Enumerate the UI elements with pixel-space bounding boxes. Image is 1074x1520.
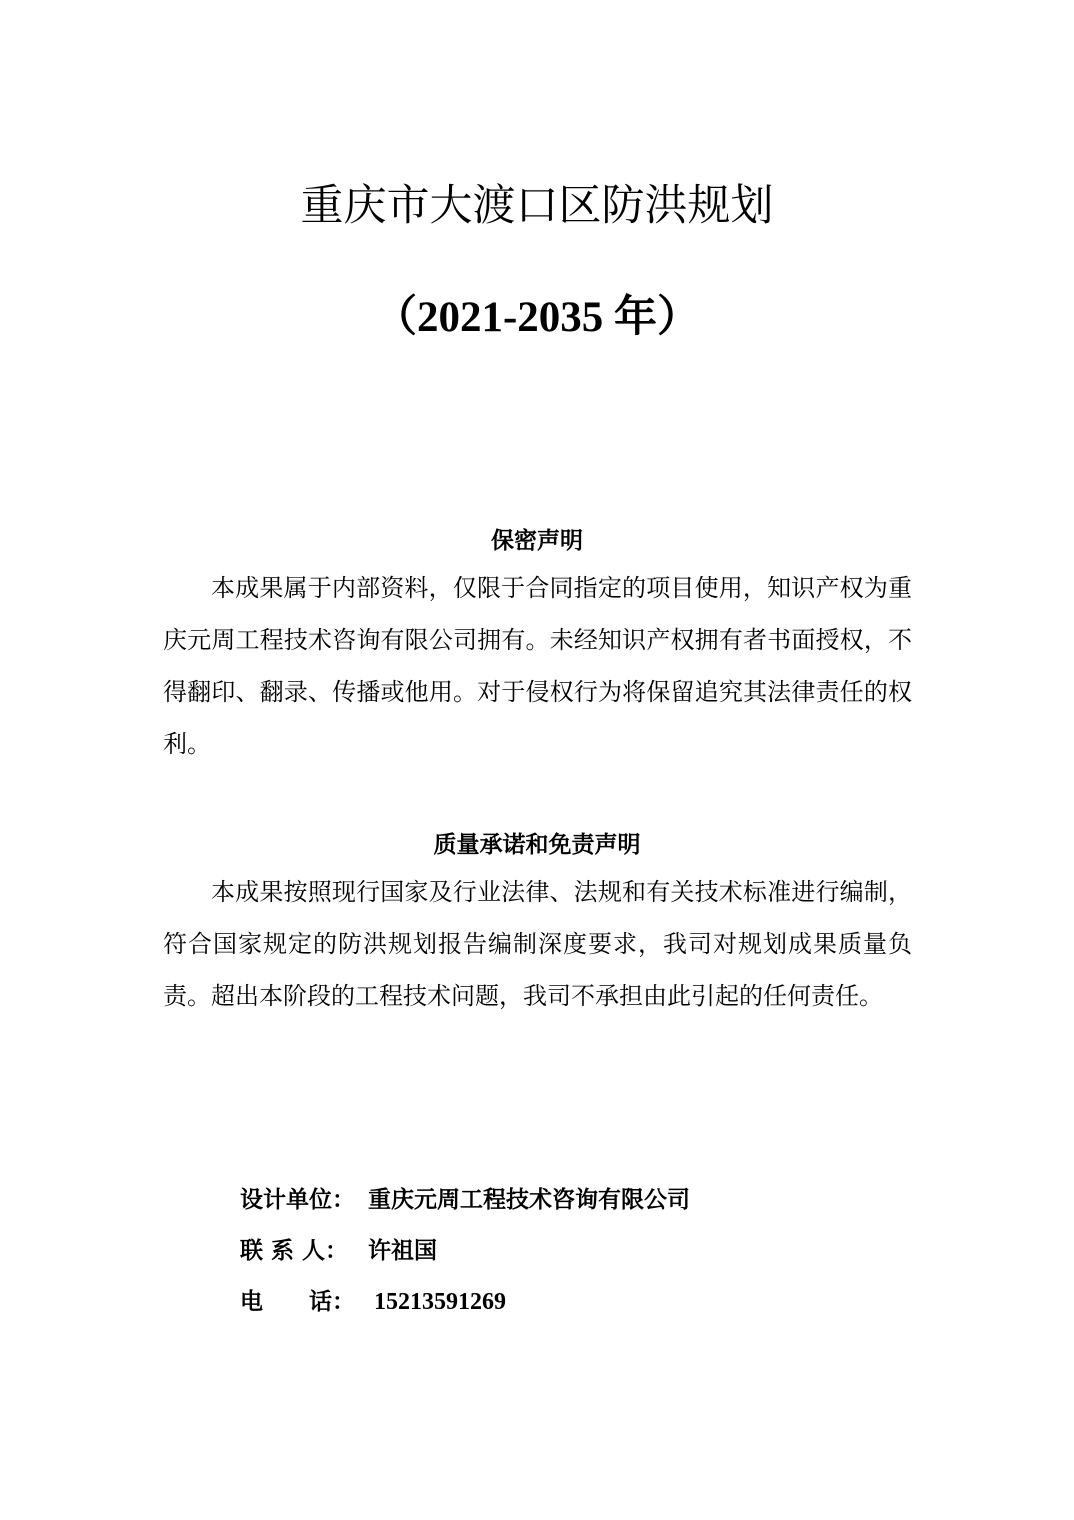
contact-person-line [240,1232,940,1265]
design-unit-line [240,1181,940,1214]
contact-person-label: 联 系 人： [240,1237,349,1264]
confidentiality-heading: 保密声明 [491,527,583,554]
document-subtitle: （2021-2035 年） [373,294,701,341]
phone-value: 15213591269 [374,1289,506,1315]
phone-line [240,1283,940,1316]
document-title: 重庆市大渡口区防洪规划 [300,181,774,231]
quality-body: 本成果按照现行国家及行业法律、法规和有关技术标准进行编制，符合国家规定的防洪规划报告编制深度要求，我司对规划成果质量负责。超出本阶段的工程技术问题，我司不承担由此引起的任何责任。 [163,878,912,1010]
phone-label: 电 话： [240,1288,355,1315]
quality-heading: 质量承诺和免责声明 [433,831,641,858]
confidentiality-body: 本成果属于内部资料，仅限于合同指定的项目使用，知识产权为重庆元周工程技术咨询有限公司拥有。未经知识产权拥有者书面授权，不得翻印、翻录、传播或他用。对于侵权行为将保留追究其法律责任的权利。 [163,574,912,758]
contact-person-value: 许祖国 [368,1237,437,1264]
design-unit-value: 重庆元周工程技术咨询有限公司 [368,1186,690,1213]
design-unit-label: 设计单位： [240,1186,355,1213]
